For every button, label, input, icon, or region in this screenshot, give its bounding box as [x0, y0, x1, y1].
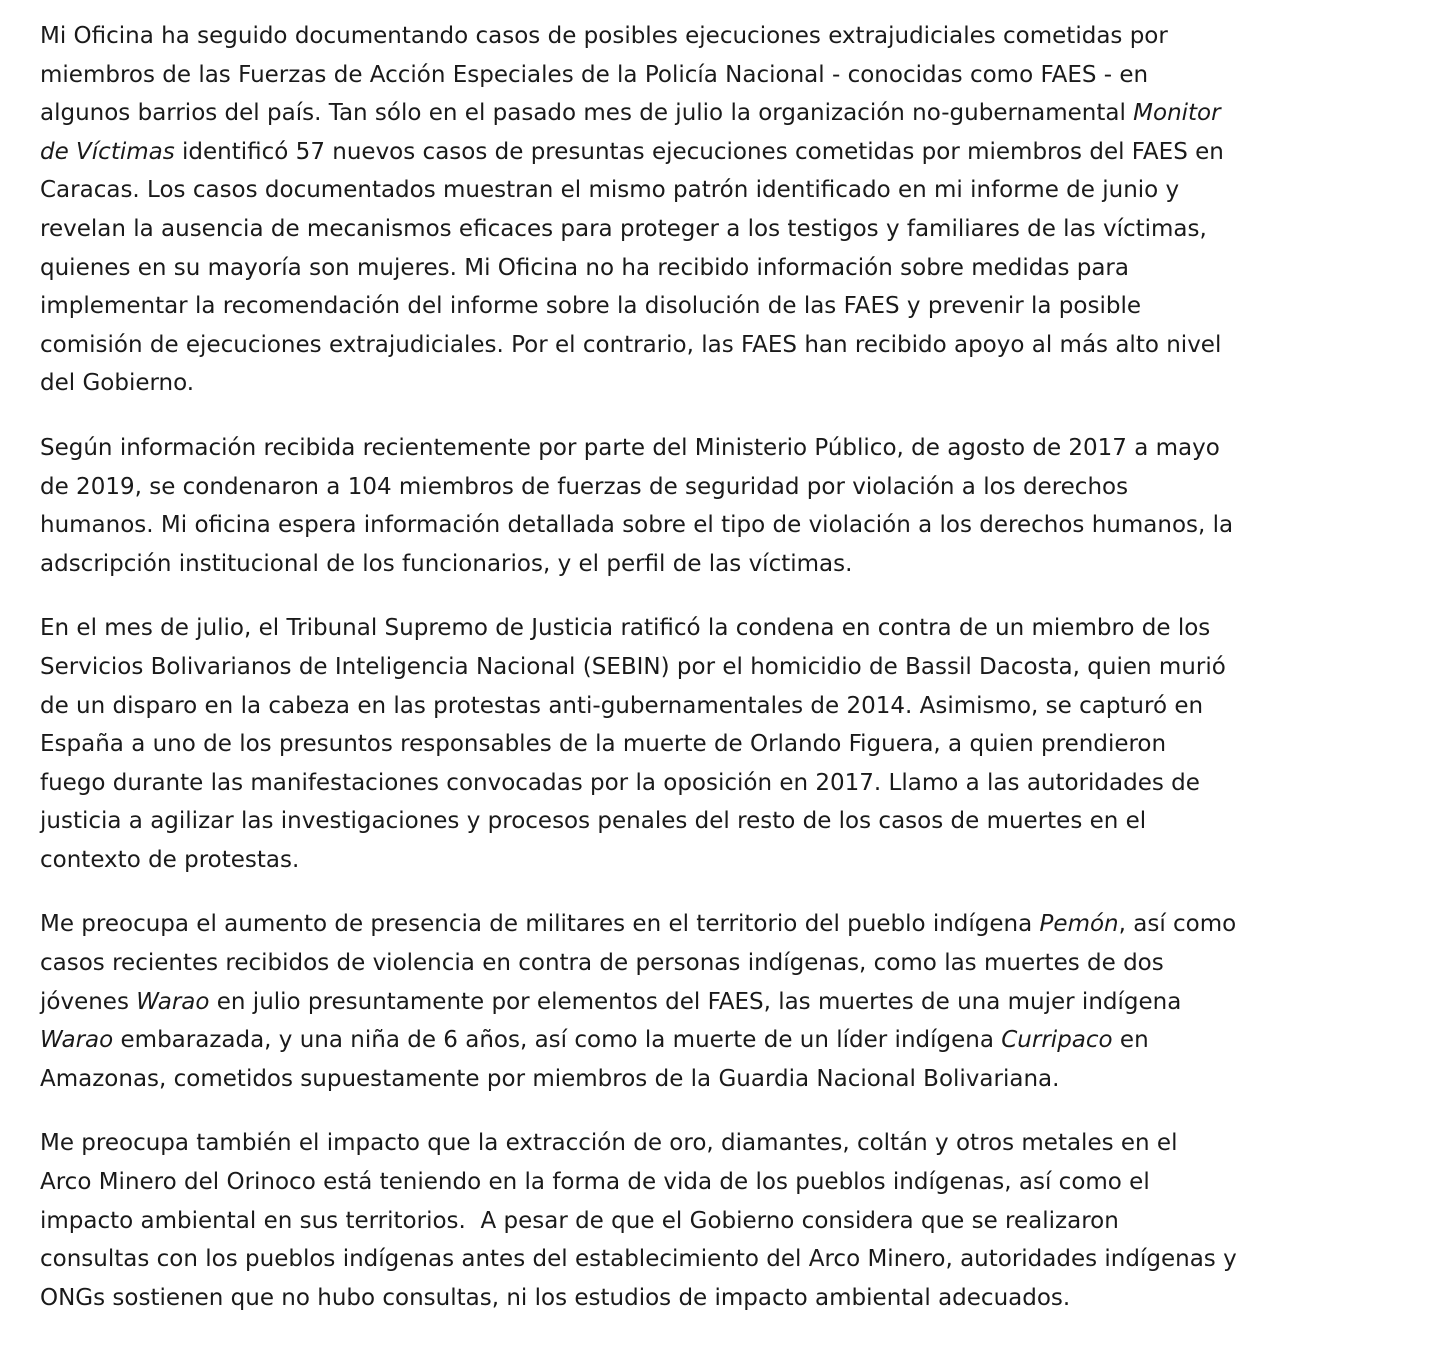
text-segment: de 2019, se condenaron a 104 miembros de fuerzas de seguridad por violación a los derechos	[40, 473, 1129, 500]
text-line	[40, 1060, 1446, 1099]
text-line	[40, 1021, 1446, 1060]
text-segment: adscripción institucional de los funcionarios, y el perfil de las víctimas.	[40, 550, 853, 577]
text-line	[40, 1279, 1446, 1318]
text-line	[40, 1163, 1446, 1202]
text-line	[40, 609, 1446, 648]
paragraph	[40, 17, 1446, 403]
italic-text: Warao	[136, 988, 210, 1015]
text-segment: Arco Minero del Orinoco está teniendo en la forma de vida de los pueblos indígenas, así como el	[40, 1169, 1150, 1196]
text-line	[40, 944, 1446, 983]
text-segment: impacto ambiental en sus territorios. A pesar de que el Gobierno considera que se realizaron	[40, 1207, 1119, 1234]
text-line	[40, 1240, 1446, 1279]
text-segment: en julio presuntamente por elementos del FAES, las muertes de una mujer indígena	[209, 988, 1182, 1015]
text-line	[40, 687, 1446, 726]
text-segment: En el mes de julio, el Tribunal Supremo de Justicia ratificó la condena en contra de un miembro de los	[40, 615, 1211, 642]
text-segment: España a uno de los presuntos responsables de la muerte de Orlando Figuera, a quien prendieron	[40, 731, 1167, 758]
text-segment: en	[1112, 1027, 1149, 1054]
italic-text: Pemón	[1039, 911, 1119, 938]
text-segment: Servicios Bolivarianos de Inteligencia Nacional (SEBIN) por el homicidio de Bassil Dacosta, quien murió	[40, 653, 1226, 680]
paragraph	[40, 905, 1446, 1098]
text-segment: justicia a agilizar las investigaciones y procesos penales del resto de los casos de muertes en el	[40, 808, 1147, 835]
text-line	[40, 133, 1446, 172]
text-line	[40, 841, 1446, 880]
text-segment: miembros de las Fuerzas de Acción Especiales de la Policía Nacional - conocidas como FAES - en	[40, 61, 1149, 88]
text-segment: identificó 57 nuevos casos de presuntas ejecuciones cometidas por miembros del FAES en	[174, 138, 1224, 165]
text-line	[40, 545, 1446, 584]
text-segment: Me preocupa también el impacto que la extracción de oro, diamantes, coltán y otros metales en el	[40, 1130, 1178, 1157]
text-segment: , así como	[1118, 911, 1237, 938]
text-segment: consultas con los pueblos indígenas antes del establecimiento del Arco Minero, autoridades indígenas y	[40, 1246, 1237, 1273]
text-line	[40, 56, 1446, 95]
text-line	[40, 1124, 1446, 1163]
text-segment: ONGs sostienen que no hubo consultas, ni los estudios de impacto ambiental adecuados.	[40, 1284, 1071, 1311]
text-segment: Me preocupa el aumento de presencia de militares en el territorio del pueblo indígena	[40, 911, 1040, 938]
text-line	[40, 429, 1446, 468]
italic-text: Curripaco	[1001, 1027, 1113, 1054]
italic-text: Monitor	[1133, 100, 1221, 127]
text-segment: comisión de ejecuciones extrajudiciales. Por el contrario, las FAES han recibido apoyo al más alto nivel	[40, 331, 1222, 358]
text-segment: Según información recibida recientemente por parte del Ministerio Público, de agosto de 2017 a mayo	[40, 434, 1220, 461]
text-segment: de un disparo en la cabeza en las protestas anti-gubernamentales de 2014. Asimismo, se capturó en	[40, 692, 1204, 719]
text-line	[40, 648, 1446, 687]
text-segment: del Gobierno.	[40, 370, 195, 397]
text-line	[40, 287, 1446, 326]
paragraph	[40, 429, 1446, 583]
text-segment: revelan la ausencia de mecanismos eficaces para proteger a los testigos y familiares de las víctimas,	[40, 215, 1207, 242]
text-line	[40, 249, 1446, 288]
text-segment: Mi Oficina ha seguido documentando casos de posibles ejecuciones extrajudiciales cometidas por	[40, 23, 1168, 49]
text-line	[40, 326, 1446, 365]
text-line	[40, 468, 1446, 507]
text-segment: fuego durante las manifestaciones convocadas por la oposición en 2017. Llamo a las autoridades de	[40, 769, 1200, 796]
text-line	[40, 94, 1446, 133]
text-line	[40, 983, 1446, 1022]
text-segment: algunos barrios del país. Tan sólo en el pasado mes de julio la organización no-gubernamental	[40, 100, 1134, 127]
italic-text: Warao	[40, 1027, 114, 1054]
text-segment: Caracas. Los casos documentados muestran el mismo patrón identificado en mi informe de junio y	[40, 177, 1180, 204]
text-line	[40, 802, 1446, 841]
text-segment: contexto de protestas.	[40, 846, 300, 873]
text-line	[40, 17, 1446, 56]
text-segment: Amazonas, cometidos supuestamente por miembros de la Guardia Nacional Bolivariana.	[40, 1065, 1060, 1092]
text-line	[40, 905, 1446, 944]
text-line	[40, 725, 1446, 764]
text-line	[40, 210, 1446, 249]
text-segment: casos recientes recibidos de violencia en contra de personas indígenas, como las muertes de dos	[40, 950, 1164, 977]
text-line	[40, 364, 1446, 403]
paragraph	[40, 1124, 1446, 1317]
text-segment: quienes en su mayoría son mujeres. Mi Oficina no ha recibido información sobre medidas para	[40, 254, 1129, 281]
text-line	[40, 171, 1446, 210]
text-line	[40, 764, 1446, 803]
text-segment: embarazada, y una niña de 6 años, así como la muerte de un líder indígena	[113, 1027, 1002, 1054]
text-segment: jóvenes	[40, 988, 137, 1015]
text-segment: implementar la recomendación del informe sobre la disolución de las FAES y prevenir la posible	[40, 293, 1141, 320]
italic-text: de Víctimas	[40, 138, 175, 165]
text-line	[40, 506, 1446, 545]
text-line	[40, 1202, 1446, 1241]
paragraph	[40, 609, 1446, 879]
text-segment: humanos. Mi oficina espera información detallada sobre el tipo de violación a los derechos humanos, la	[40, 512, 1234, 539]
